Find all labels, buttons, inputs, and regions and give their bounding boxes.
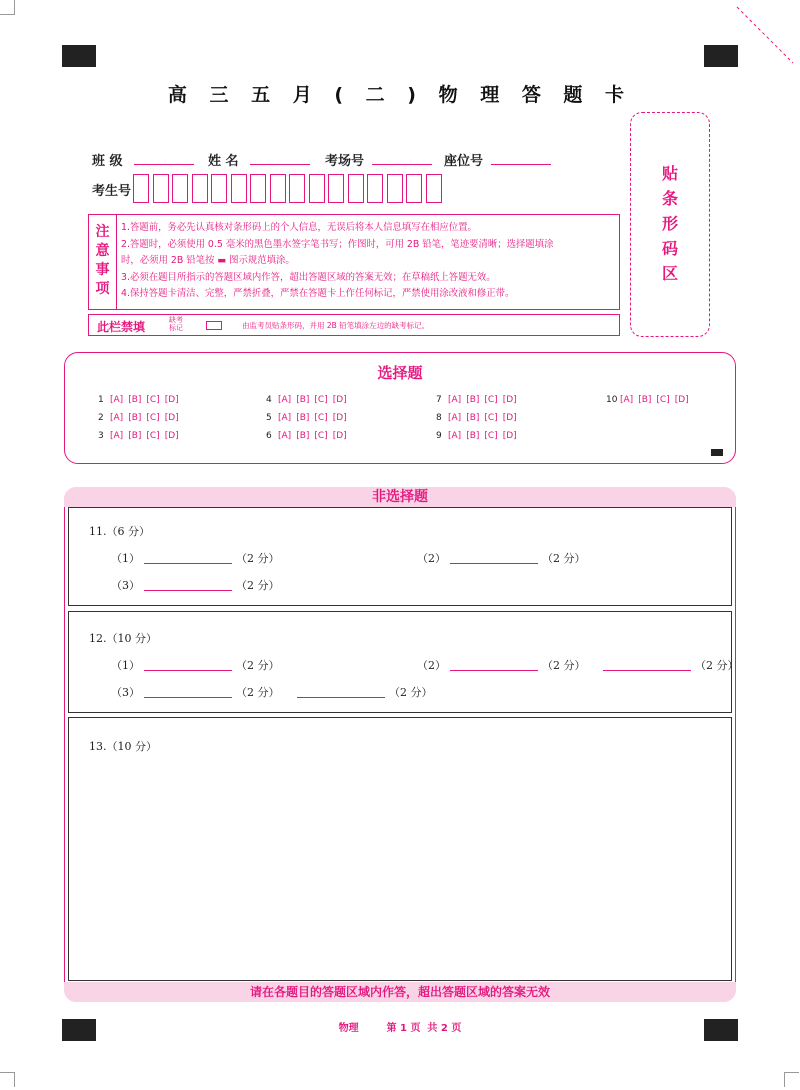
mc-option-bubble[interactable]: [A]: [110, 395, 124, 405]
mc-option-bubble[interactable]: [B]: [296, 431, 310, 441]
mc-option-bubble[interactable]: [D]: [332, 431, 347, 441]
mc-option-bubble[interactable]: [B]: [638, 395, 652, 405]
blank-num: （3）: [111, 686, 140, 699]
exam-number-digit-box[interactable]: [231, 174, 247, 203]
mc-option-bubble[interactable]: [A]: [110, 431, 124, 441]
mc-option-bubble[interactable]: [A]: [448, 395, 462, 405]
forbid-label: 此栏禁填: [97, 320, 146, 334]
barcode-char: 贴: [661, 164, 678, 183]
mc-question-4: [266, 395, 352, 405]
mc-question-number: 4: [266, 395, 272, 405]
mc-option-bubble[interactable]: [C]: [484, 395, 498, 405]
blank-num: （1）: [111, 659, 140, 672]
mc-option-bubble[interactable]: [D]: [164, 395, 179, 405]
mc-option-bubble[interactable]: [A]: [110, 413, 124, 423]
exam-number-label: 考生号: [92, 184, 132, 199]
exam-number-digit-box[interactable]: [406, 174, 422, 203]
registration-mark-top-left: [62, 45, 96, 67]
notice-side-char: 意: [95, 243, 110, 259]
seat-label: 座位号: [444, 154, 484, 169]
barcode-area: [630, 112, 710, 337]
forbid-note: 由监考员贴条形码，并用 2B 铅笔填涂左边的缺考标记。: [242, 321, 430, 330]
crop-corner-bottom-left: [0, 1072, 15, 1087]
mc-option-bubble[interactable]: [D]: [332, 413, 347, 423]
mc-option-bubble[interactable]: [D]: [502, 395, 517, 405]
blank-points: （2 分）: [236, 579, 280, 592]
mc-question-9: [436, 431, 522, 441]
blank-points: （2 分）: [542, 659, 586, 672]
exam-number-digit-box[interactable]: [289, 174, 305, 203]
question-13-box[interactable]: [68, 717, 732, 981]
mc-question-5: [266, 413, 352, 423]
mc-question-number: 9: [436, 431, 442, 441]
answer-line[interactable]: [144, 670, 232, 671]
mc-question-number: 6: [266, 431, 272, 441]
exam-room-field[interactable]: [372, 164, 432, 165]
answer-line[interactable]: [450, 563, 538, 564]
exam-number-digit-box[interactable]: [172, 174, 188, 203]
class-field[interactable]: [134, 164, 194, 165]
mc-option-bubble[interactable]: [A]: [278, 395, 292, 405]
timing-mark: [711, 449, 723, 456]
q12-blank-3[interactable]: [111, 684, 433, 700]
mc-question-number: 2: [98, 413, 104, 423]
mc-question-6: [266, 431, 352, 441]
mc-option-bubble[interactable]: [B]: [296, 395, 310, 405]
notice-item: 时，必须用 2B 铅笔按 ▬ 图示规范填涂。: [121, 255, 295, 266]
exam-number-digit-box[interactable]: [367, 174, 383, 203]
mc-option-bubble[interactable]: [C]: [656, 395, 670, 405]
mc-option-bubble[interactable]: [B]: [296, 413, 310, 423]
mc-option-bubble[interactable]: [D]: [502, 431, 517, 441]
q11-blank-3[interactable]: [111, 577, 280, 593]
absent-mark-label: 缺考标记: [169, 316, 183, 332]
exam-number-digit-box[interactable]: [309, 174, 325, 203]
exam-number-digit-box[interactable]: [426, 174, 442, 203]
q11-blank-1[interactable]: [111, 550, 280, 566]
exam-number-digit-box[interactable]: [328, 174, 344, 203]
barcode-char: 区: [661, 264, 678, 283]
mc-option-bubble[interactable]: [B]: [466, 413, 480, 423]
exam-number-digit-box[interactable]: [133, 174, 149, 203]
notice-side-label: [89, 215, 117, 309]
blank-num: （1）: [111, 552, 140, 565]
exam-number-digit-box[interactable]: [153, 174, 169, 203]
question-11-box[interactable]: [68, 507, 732, 606]
non-choice-title: 非选择题: [64, 487, 736, 507]
mc-option-bubble[interactable]: [C]: [484, 431, 498, 441]
forbid-row: [88, 314, 620, 336]
mc-option-bubble[interactable]: [A]: [448, 413, 462, 423]
mc-question-number: 1: [98, 395, 104, 405]
crop-corner-bottom-right: [784, 1072, 799, 1087]
barcode-char: 条: [661, 189, 678, 208]
mc-option-bubble[interactable]: [B]: [128, 431, 142, 441]
seat-field[interactable]: [491, 164, 551, 165]
question-13-heading: 13.（10 分）: [89, 740, 157, 753]
mc-question-8: [436, 413, 522, 423]
mc-option-bubble[interactable]: [C]: [314, 431, 328, 441]
mc-option-bubble[interactable]: [A]: [278, 413, 292, 423]
mc-option-bubble[interactable]: [D]: [674, 395, 689, 405]
answer-line[interactable]: [450, 670, 538, 671]
mc-option-bubble[interactable]: [C]: [314, 395, 328, 405]
mc-question-1: [98, 395, 184, 405]
notice-box: [88, 214, 620, 310]
blank-points: （2 分）: [542, 552, 586, 565]
exam-number-digit-box[interactable]: [250, 174, 266, 203]
answer-line[interactable]: [144, 697, 232, 698]
notice-item: 3.必须在题目所指示的答题区域内作答，超出答题区域的答案无效；在草稿纸上答题无效。: [121, 271, 496, 283]
fold-line: [735, 5, 795, 65]
crop-corner-top-left: [0, 0, 15, 15]
barcode-char: 码: [661, 239, 678, 258]
mc-option-bubble[interactable]: [D]: [164, 431, 179, 441]
exam-room-label: 考场号: [325, 154, 365, 169]
mc-option-bubble[interactable]: [C]: [146, 395, 160, 405]
mc-option-bubble[interactable]: [D]: [332, 395, 347, 405]
class-label: 班 级: [92, 154, 123, 169]
mc-question-number: 10: [606, 395, 618, 405]
notice-side-char: 注: [95, 224, 110, 240]
blank-points: （2 分）: [695, 659, 739, 672]
answer-line[interactable]: [603, 670, 691, 671]
multiple-choice-panel: [64, 352, 736, 464]
mc-option-bubble[interactable]: [B]: [128, 413, 142, 423]
name-label: 姓 名: [208, 154, 239, 169]
q12-blank-1[interactable]: [111, 657, 280, 673]
mc-option-bubble[interactable]: [C]: [314, 413, 328, 423]
blank-num: （2）: [417, 659, 446, 672]
notice-item: 4.保持答题卡清洁、完整，严禁折叠，严禁在答题卡上作任何标记，严禁使用涂改液和修正带。: [121, 288, 515, 299]
blank-num: （3）: [111, 579, 140, 592]
mc-question-3: [98, 431, 184, 441]
mc-option-bubble[interactable]: [C]: [146, 431, 160, 441]
mc-question-number: 5: [266, 413, 272, 423]
exam-number-digit-box[interactable]: [270, 174, 286, 203]
q12-blank-2[interactable]: [417, 657, 739, 673]
mc-option-bubble[interactable]: [A]: [278, 431, 292, 441]
mc-question-7: [436, 395, 522, 405]
exam-number-digit-box[interactable]: [192, 174, 208, 203]
answer-line[interactable]: [144, 590, 232, 591]
page-number: 物理 第 1 页 共 2 页: [338, 1023, 462, 1034]
mc-option-bubble[interactable]: [A]: [448, 431, 462, 441]
q11-blank-2[interactable]: [417, 550, 586, 566]
mc-option-bubble[interactable]: [B]: [466, 395, 480, 405]
blank-points: （2 分）: [236, 686, 280, 699]
mc-question-number: 8: [436, 413, 442, 423]
exam-number-digit-box[interactable]: [387, 174, 403, 203]
question-12-box[interactable]: [68, 611, 739, 713]
multiple-choice-title: 选择题: [377, 364, 423, 382]
answer-line[interactable]: [297, 697, 385, 698]
mc-question-number: 3: [98, 431, 104, 441]
barcode-char: 形: [661, 214, 678, 233]
mc-option-bubble[interactable]: [B]: [128, 395, 142, 405]
footer-warning: 请在各题目的答题区域内作答，超出答题区域的答案无效: [64, 982, 736, 1002]
blank-num: （2）: [417, 552, 446, 565]
blank-points: （2 分）: [389, 686, 433, 699]
blank-points: （2 分）: [236, 552, 280, 565]
mc-question-2: [98, 413, 184, 423]
mc-option-bubble[interactable]: [C]: [146, 413, 160, 423]
mc-question-number: 7: [436, 395, 442, 405]
mc-question-10: [606, 395, 694, 405]
mc-option-bubble[interactable]: [A]: [620, 395, 634, 405]
notice-item: 2.答题时，必须使用 0.5 毫米的黑色墨水签字笔书写；作图时，可用 2B 铅笔，笔迹要清晰；选择题填涂: [121, 238, 554, 250]
blank-points: （2 分）: [236, 659, 280, 672]
notice-side-char: 事: [95, 262, 110, 278]
exam-number-digit-box[interactable]: [211, 174, 227, 203]
page-title: 高 三 五 月 ( 二 ) 物 理 答 题 卡: [167, 84, 633, 106]
mc-option-bubble[interactable]: [C]: [484, 413, 498, 423]
registration-mark-top-right: [704, 45, 738, 67]
mc-option-bubble[interactable]: [D]: [502, 413, 517, 423]
question-12-heading: 12.（10 分）: [89, 632, 157, 645]
mc-option-bubble[interactable]: [D]: [164, 413, 179, 423]
question-11-heading: 11.（6 分）: [89, 525, 150, 538]
mc-option-bubble[interactable]: [B]: [466, 431, 480, 441]
answer-line[interactable]: [144, 563, 232, 564]
notice-side-char: 项: [95, 281, 110, 297]
exam-number-digit-box[interactable]: [348, 174, 364, 203]
absent-mark-box[interactable]: [206, 321, 222, 330]
notice-item: 1.答题前，务必先认真核对条形码上的个人信息，无误后将本人信息填写在相应位置。: [121, 222, 477, 233]
name-field[interactable]: [250, 164, 310, 165]
